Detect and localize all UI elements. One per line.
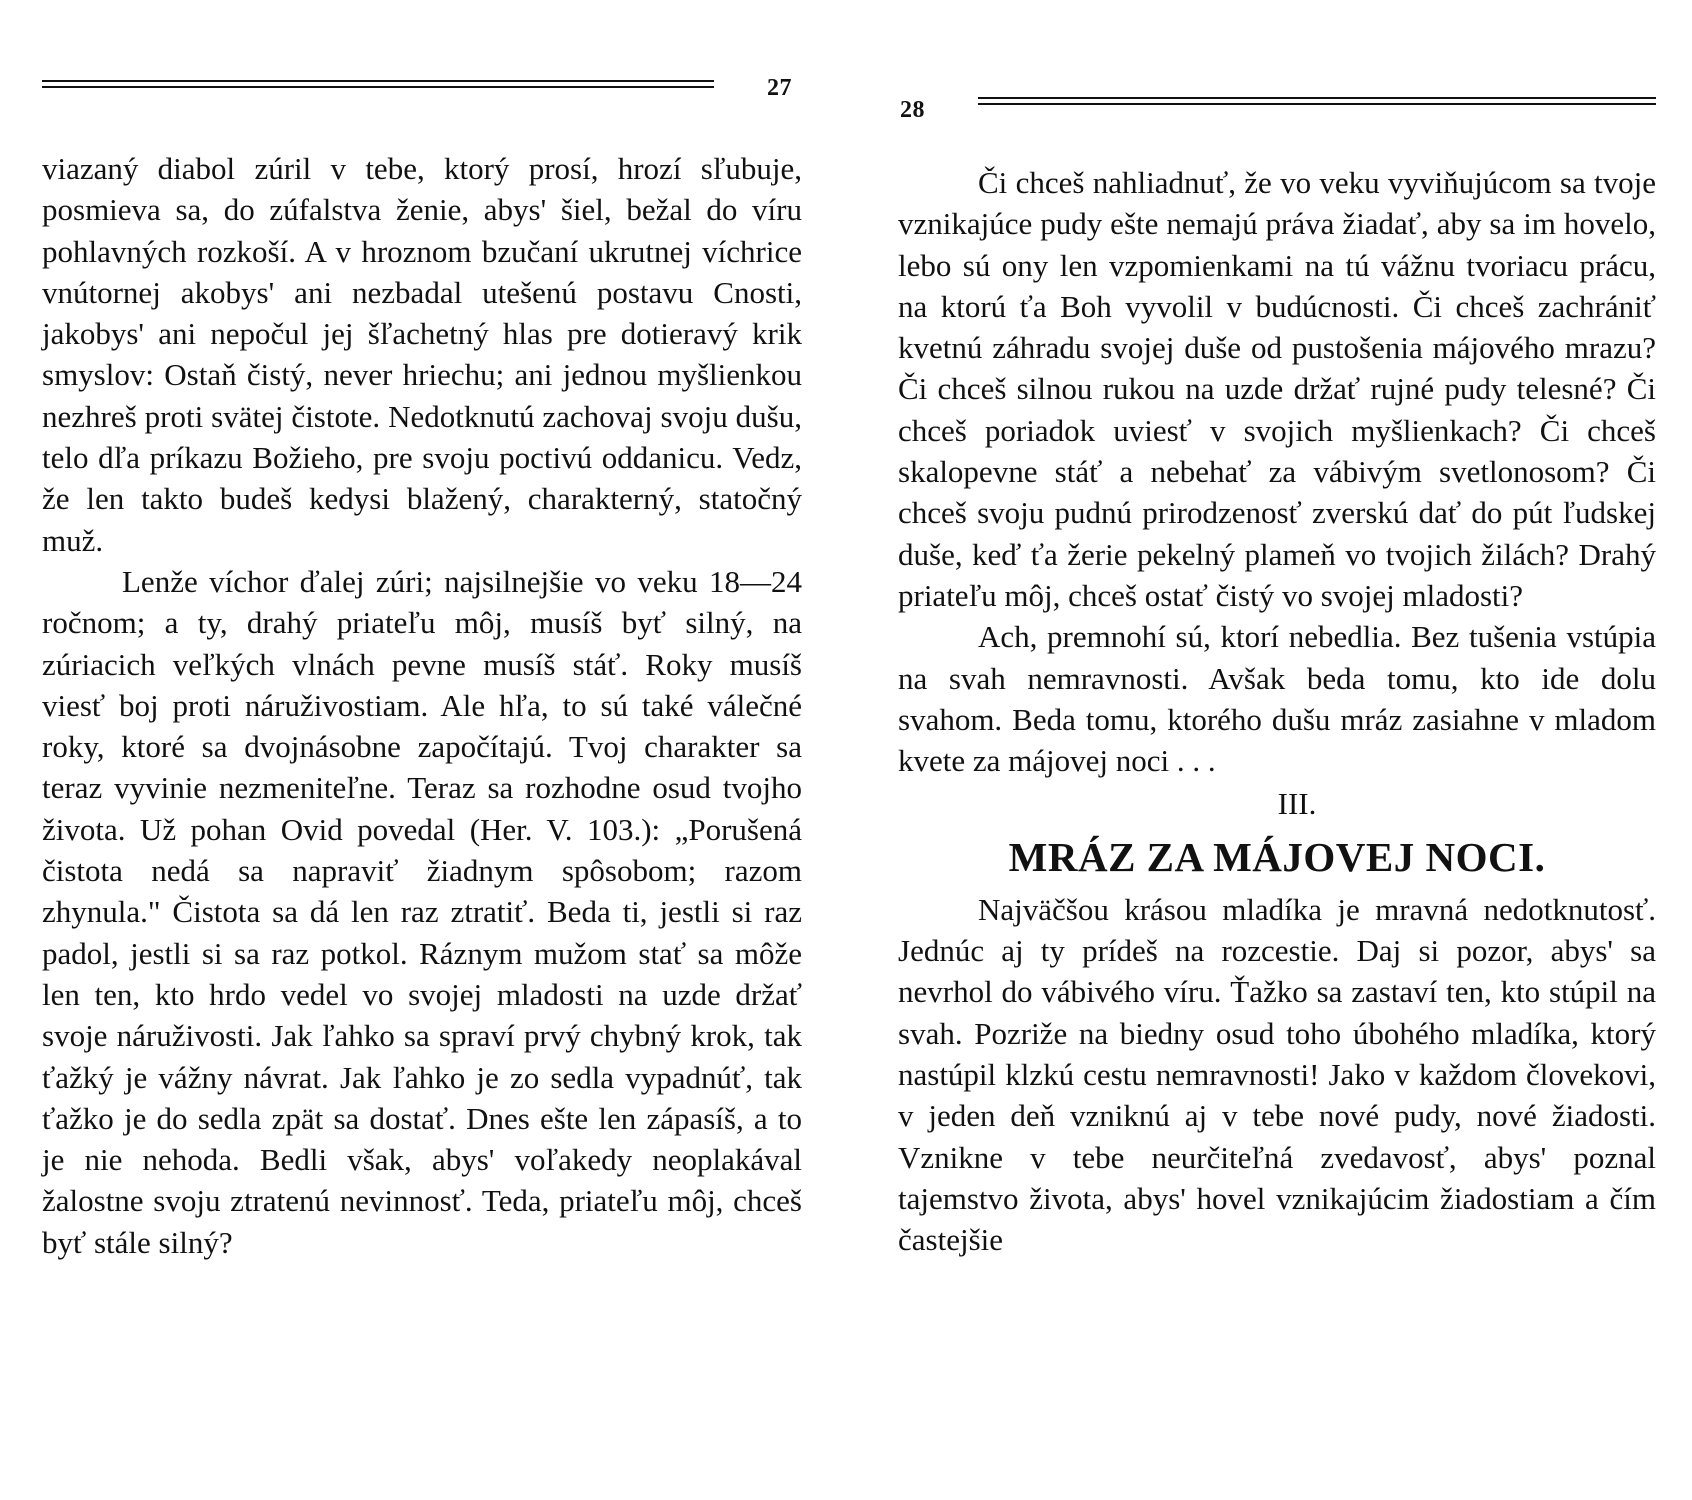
right-page-text: [898, 162, 1656, 1260]
right-page: [898, 0, 1656, 1500]
header-double-rule: [42, 80, 714, 90]
chapter-title: MRÁZ ZA MÁJOVEJ NOCI.: [1008, 833, 1546, 880]
paragraph: Lenže víchor ďalej zúri; najsilnejšie vo veku 18—24 ročnom; a ty, drahý priateľu môj, musíš byť silný, na zúriacich veľkých vlnách pevne musíš stáť. Roky musíš viesť boj proti náruživostiam. Ale hľa, to sú také válečné roky, ktoré sa dvojnásobne započítajú. Tvoj charakter sa teraz vyvinie nezmeniteľne. Teraz sa rozhodne osud tvojho života. Už pohan Ovid povedal (Her. V. 103.): „Porušená čistota nedá sa napraviť žiadnym spôsobom; razom zhynula." Čistota sa dá len raz ztratiť. Beda ti, jestli si raz padol, jestli si sa raz potkol. Ráznym mužom stať sa môže len ten, kto hrdo vedel vo svojej mladosti na uzde držať svoje náruživosti. Jak ľahko sa spraví prvý chybný krok, tak ťažký je vážny návrat. Jak ľahko je zo sedla vypadnúť, tak ťažko je do sedla zpät sa dostať. Dnes ešte len zápasíš, a to je nie nehoda. Bedli však, abys' voľakedy neoplakával žalostne svoju ztratenú nevinnosť. Teda, priateľu môj, chceš byť stále silný?: [42, 563, 802, 1260]
page-number: 28: [900, 97, 925, 123]
left-page-text: [42, 148, 802, 1263]
paragraph: Najväčšou krásou mladíka je mravná nedotknutosť. Jednúc aj ty prídeš na rozcestie. Daj si pozor, abys' sa nevrhol do vábivého víru. Ťažko sa zastaví ten, kto stúpil na svah. Pozriže na biedny osud toho úbohého mladíka, ktorý nastúpil klzkú cestu nemravnosti! Jako v každom človekovi, v jeden deň vzniknú aj v tebe nové pudy, nové žiadosti. Vznikne v tebe neurčiteľná zvedavosť, abys' poznal tajemstvo života, abys' hovel vznikajúcim žiadostiam a čím častejšie: [898, 891, 1656, 1258]
paragraph: viazaný diabol zúril v tebe, ktorý prosí, hrozí sľubuje, posmieva sa, do zúfalstva ženie, abys' šiel, bežal do víru pohlavných rozkoší. A v hroznom bzučaní ukrutnej víchrice vnútornej akobys' ani nezbadal utešenú postavu Cnosti, jakobys' ani nepočul jej šľachetný hlas pre dotieravý krik smyslov: Ostaň čistý, never hriechu; ani jednou myšlienkou nezhreš proti svätej čistote. Nedotknutú zachovaj svoju dušu, telo dľa príkazu Božieho, pre svoju poctivú oddanicu. Vedz, že len takto budeš kedysi blažený, charakterný, statočný muž.: [42, 151, 802, 558]
right-page-header: [898, 70, 1656, 123]
page-number: 27: [767, 75, 792, 101]
chapter-number: III.: [1277, 786, 1317, 822]
paragraph: Či chceš nahliadnuť, že vo veku vyviňujúcom sa tvoje vznikajúce pudy ešte nemajú práva žiadať, aby sa im hovelo, lebo sú ony len vzpomienkami na tú vážnu tvoriacu prácu, na ktorú ťa Boh vyvolil v budúcnosti. Či chceš zachrániť kvetnú záhradu svojej duše od pustošenia májového mrazu? Či chceš silnou rukou na uzde držať rujné pudy telesné? Či chceš poriadok uviesť v svojich myšlienkach? Či chceš skalopevne stáť a nebehať za vábivým svetlonosom? Či chceš svoju pudnú prirodzenosť zverskú dať do pút ľudskej duše, keď ťa žerie pekelný plameň vo tvojich žilách? Drahý priateľu môj, chceš ostať čistý vo svojej mladosti?: [898, 165, 1656, 613]
paragraph: Ach, premnohí sú, ktorí nebedlia. Bez tušenia vstúpia na svah nemravnosti. Avšak beda tomu, kto ide dolu svahom. Beda tomu, ktorého dušu mráz zasiahne v mladom kvete za májovej noci . . .: [898, 619, 1656, 779]
left-page: [42, 0, 802, 1500]
left-page-header: [42, 70, 802, 110]
header-double-rule: [978, 97, 1656, 107]
